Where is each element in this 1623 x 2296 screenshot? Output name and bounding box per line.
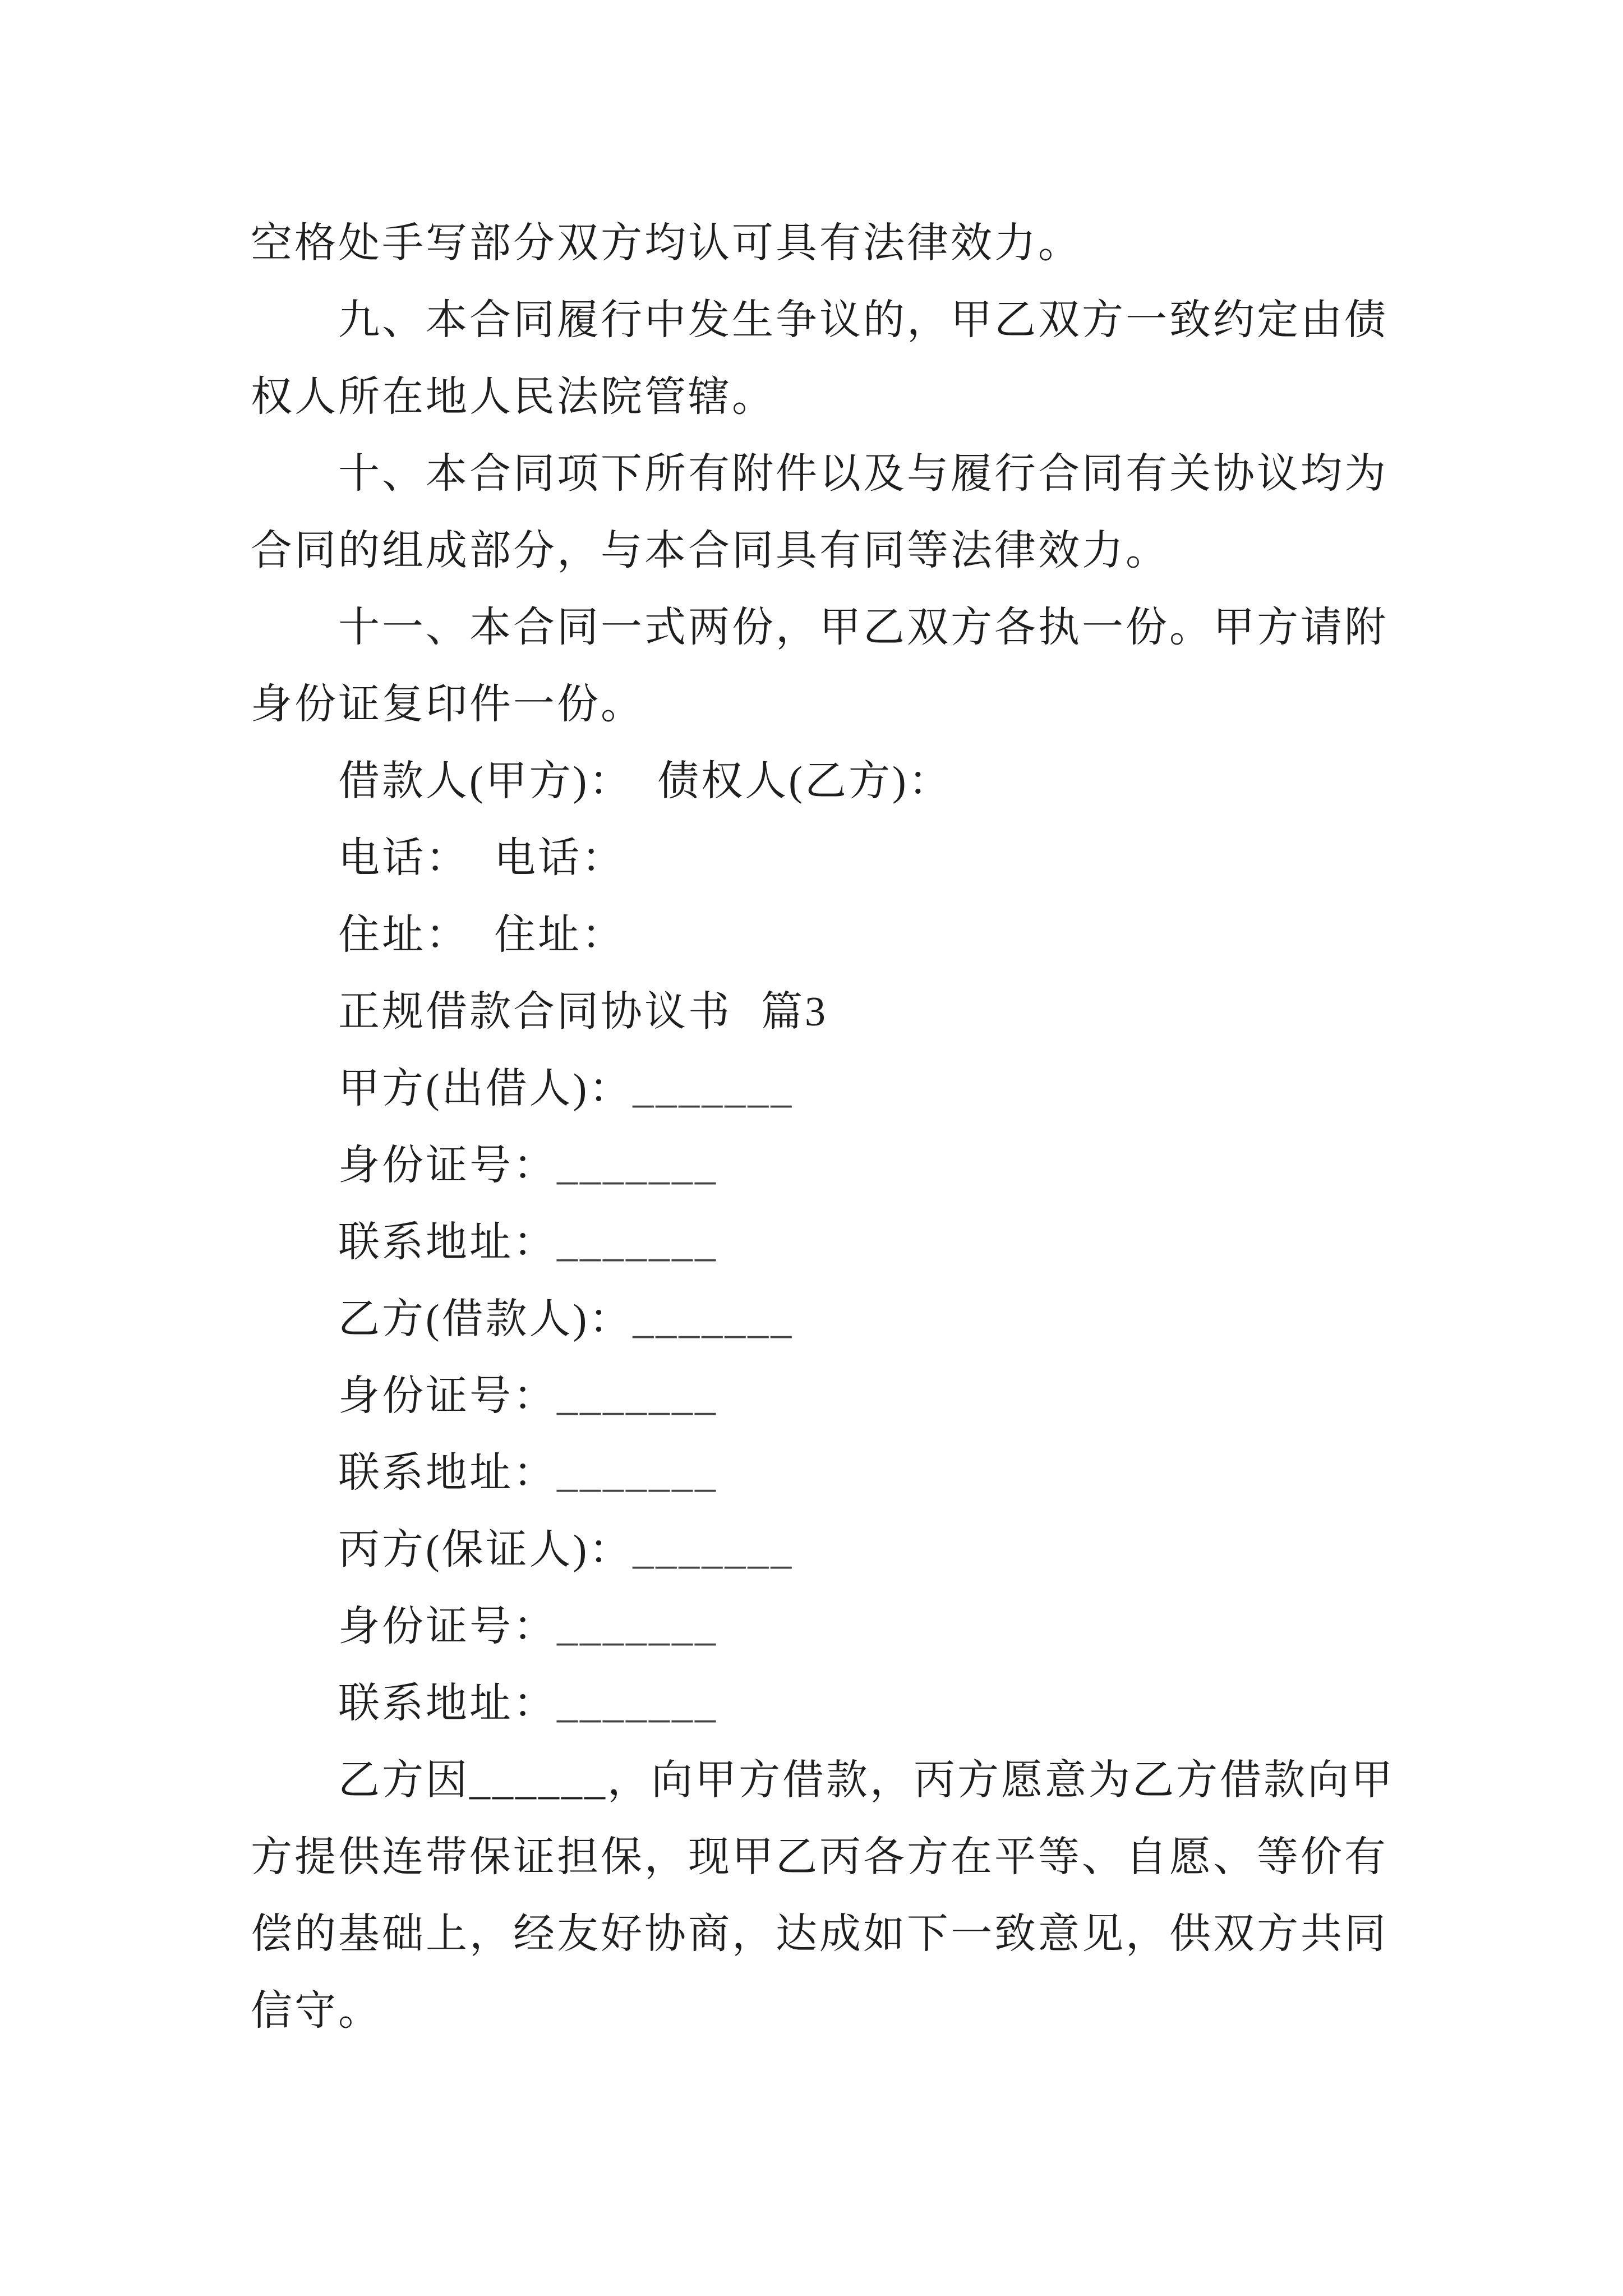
heading-part: 篇3 xyxy=(761,989,828,1035)
clause-9-line: 权人所在地人民法院管辖。 xyxy=(251,374,776,420)
party-role-blank: _______ xyxy=(633,1296,794,1342)
party-address-blank: _______ xyxy=(557,1450,718,1496)
party-role-label: 乙方(借款人)： xyxy=(338,1296,633,1342)
party-role-blank: _______ xyxy=(633,1066,794,1112)
clause-10-line: 合同的组成部分，与本合同具有同等法律效力。 xyxy=(251,528,1169,574)
party-a-address-line xyxy=(251,1204,1440,1281)
signature-party-line xyxy=(251,743,1440,820)
borrower-label: 借款人(甲方)： xyxy=(338,758,633,804)
address-label-right: 住址： xyxy=(494,912,625,958)
phone-label-left: 电话： xyxy=(338,835,469,881)
party-a-role-line xyxy=(251,1051,1440,1128)
party-b-role-line xyxy=(251,1281,1440,1358)
preamble-line: 方提供连带保证担保，现甲乙丙各方在平等、自愿、等价有 xyxy=(251,1834,1388,1880)
party-b-address-line xyxy=(251,1435,1440,1512)
party-id-label: 身份证号： xyxy=(338,1143,557,1189)
party-role-label: 丙方(保证人)： xyxy=(338,1527,633,1573)
party-address-blank: _______ xyxy=(557,1220,718,1266)
phone-label-right: 电话： xyxy=(494,835,625,881)
party-address-blank: _______ xyxy=(557,1681,718,1727)
party-id-blank: _______ xyxy=(557,1143,718,1189)
party-address-label: 联系地址： xyxy=(338,1681,557,1727)
document-body xyxy=(251,205,1440,2050)
party-id-blank: _______ xyxy=(557,1373,718,1419)
clause-8-end-line: 空格处手写部分双方均认可具有法律效力。 xyxy=(251,220,1082,266)
party-c-address-line xyxy=(251,1665,1440,1742)
creditor-label: 债权人(乙方)： xyxy=(657,758,952,804)
party-id-blank: _______ xyxy=(557,1604,718,1650)
preamble-line: 乙方因______，向甲方借款，丙方愿意为乙方借款向甲 xyxy=(338,1757,1395,1803)
section-heading xyxy=(251,974,1440,1051)
party-address-label: 联系地址： xyxy=(338,1450,557,1496)
party-a-id-line xyxy=(251,1128,1440,1204)
signature-address-line xyxy=(251,897,1440,974)
clause-10-line: 十、本合同项下所有附件以及与履行合同有关协议均为 xyxy=(338,451,1388,497)
clause-11-line: 十一、本合同一式两份，甲乙双方各执一份。甲方请附 xyxy=(338,605,1388,651)
party-id-label: 身份证号： xyxy=(338,1604,557,1650)
clause-11-line: 身份证复印件一份。 xyxy=(251,682,644,728)
address-label-left: 住址： xyxy=(338,912,469,958)
party-id-label: 身份证号： xyxy=(338,1373,557,1419)
preamble-line: 偿的基础上，经友好协商，达成如下一致意见，供双方共同 xyxy=(251,1911,1388,1957)
party-address-label: 联系地址： xyxy=(338,1220,557,1266)
signature-phone-line xyxy=(251,820,1440,897)
heading-title: 正规借款合同协议书 xyxy=(338,989,732,1035)
party-b-id-line xyxy=(251,1358,1440,1435)
party-role-blank: _______ xyxy=(633,1527,794,1573)
party-role-label: 甲方(出借人)： xyxy=(338,1066,633,1112)
preamble-line: 信守。 xyxy=(251,1988,382,2034)
party-c-role-line xyxy=(251,1512,1440,1589)
clause-9-line: 九、本合同履行中发生争议的，甲乙双方一致约定由债 xyxy=(338,297,1388,343)
party-c-id-line xyxy=(251,1589,1440,1665)
